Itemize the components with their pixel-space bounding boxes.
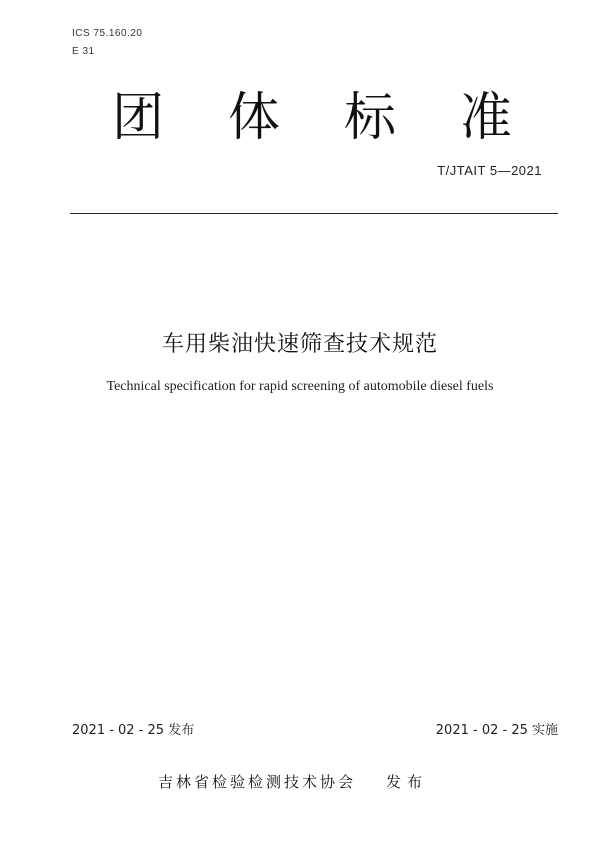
ccs-code: E 31 — [72, 46, 95, 57]
standard-type-heading — [112, 86, 512, 150]
document-title-cn: 车用柴油快速筛查技术规范 — [161, 332, 438, 357]
issue-date: 2021 - 02 - 25 发布 — [72, 723, 195, 738]
document-title-en: Technical specification for rapid screening of automobile diesel fuels — [106, 379, 494, 394]
divider — [70, 213, 558, 214]
heading-char: 标 — [343, 88, 396, 148]
issuer — [158, 771, 428, 792]
standard-number: T/JTAIT 5—2021 — [437, 163, 542, 178]
heading-char: 准 — [459, 88, 512, 148]
heading-char: 体 — [227, 88, 280, 148]
implementation-date: 2021 - 02 - 25 实施 — [435, 723, 558, 738]
issuer-action: 发布 — [386, 773, 429, 791]
heading-char: 团 — [112, 88, 165, 148]
issuer-name: 吉林省检验检测技术协会 — [158, 773, 357, 791]
ics-code: ICS 75.160.20 — [72, 28, 143, 39]
